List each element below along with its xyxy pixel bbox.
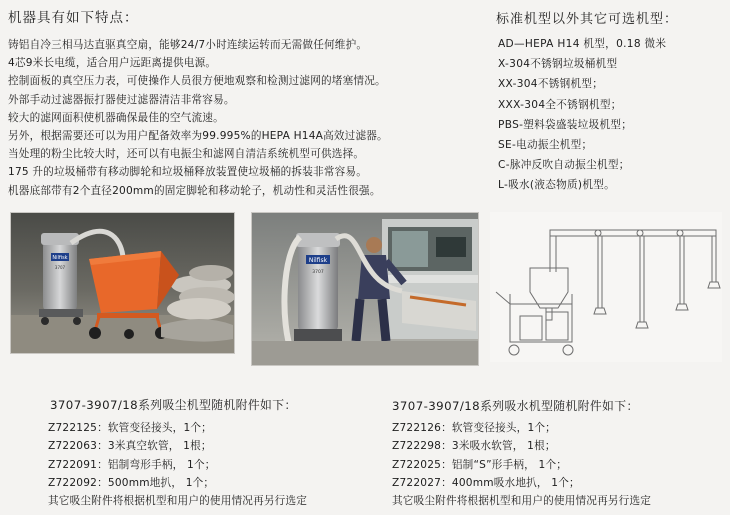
water-accessory-1: Z722126：软管变径接头，1个； <box>392 422 556 434</box>
dust-accessory-note: 其它吸尘附件将根据机型和用户的使用情况再另行选定 <box>48 495 308 508</box>
model-item-4: XXX-304全不锈钢机型； <box>498 98 622 111</box>
photo1-model-label: 3707 <box>54 265 66 270</box>
dust-accessories-list <box>48 419 307 510</box>
feature-line-6: 另外，根据需要还可以为用户配备效率为99.995%的HEPA H14A高效过滤器。 <box>8 130 388 143</box>
water-accessories-title: 3707-3907/18系列吸水机型随机附件如下： <box>392 399 639 413</box>
water-accessories-list <box>392 419 651 510</box>
feature-list <box>8 36 478 200</box>
feature-line-3: 控制面板的真空压力表，可使操作人员很方便地观察和检测过滤网的堵塞情况。 <box>8 75 386 88</box>
model-item-8: L-吸水(液态物质)机型。 <box>498 179 616 192</box>
photo2-model-label: 3707 <box>312 270 324 275</box>
feature-line-5: 较大的滤网面积使机器确保最佳的空气流速。 <box>8 111 224 124</box>
model-item-3: XX-304不锈钢机型； <box>498 78 604 91</box>
photo2-brand-label: Nilfisk <box>308 257 328 264</box>
diagram-pipework-system <box>490 212 722 362</box>
photo-vacuum-with-tipping-bin <box>10 212 235 354</box>
dust-accessories-title: 3707-3907/18系列吸尘机型随机附件如下： <box>50 398 297 412</box>
feature-line-7: 当处理的粉尘比较大时，还可以有电振尘和滤网自清洁系统机型可供选择。 <box>8 148 365 161</box>
water-accessory-note: 其它吸尘附件将根据机型和用户的使用情况再另行选定 <box>392 495 652 508</box>
photo1-brand-label: Nilfisk <box>52 255 68 261</box>
water-accessory-2: Z722298：3米吸水软管， 1根； <box>392 440 556 453</box>
feature-line-1: 铸铝自冷三相马达直驱真空扇，能够24/7小时连续运转而无需做任何维护。 <box>8 39 368 51</box>
features-title: 机器具有如下特点： <box>8 10 139 26</box>
photo-operator-with-vacuum <box>251 212 479 366</box>
dust-accessory-2: Z722063：3米真空软管， 1根； <box>48 440 212 453</box>
feature-line-8: 175 升的垃圾桶带有移动脚轮和垃圾桶释放装置使垃圾桶的拆装非常容易。 <box>8 166 367 179</box>
feature-line-4: 外部手动过滤器振打器使过滤器清洁非常容易。 <box>8 93 235 106</box>
dust-accessory-3: Z722091：铝制弯形手柄， 1个； <box>48 458 216 471</box>
dust-accessory-1: Z722125：软管变径接头，1个； <box>48 422 212 434</box>
water-accessory-3: Z722025：铝制“S”形手柄， 1个； <box>392 458 568 471</box>
water-accessory-4: Z722027：400mm吸水地扒， 1个； <box>392 476 580 489</box>
model-item-5: PBS-塑料袋盛装垃圾机型； <box>498 118 633 131</box>
optional-models-list <box>498 34 666 196</box>
model-item-6: SE-电动振尘机型； <box>498 139 593 152</box>
dust-accessory-4: Z722092：500mm地扒， 1个； <box>48 476 215 489</box>
model-item-1: AD—HEPA H14 机型，0.18 微米 <box>498 38 667 50</box>
optional-models-title: 标准机型以外其它可选机型： <box>496 12 679 27</box>
model-item-2: X-304不锈钢垃圾桶机型 <box>498 58 618 71</box>
feature-line-2: 4芯9米长电缆，适合用户远距离提供电源。 <box>8 57 217 70</box>
feature-line-9: 机器底部带有2个直径200mm的固定脚轮和移动轮子，机动性和灵活性很强。 <box>8 184 381 197</box>
model-item-7: C-脉冲反吹自动振尘机型； <box>498 159 630 172</box>
